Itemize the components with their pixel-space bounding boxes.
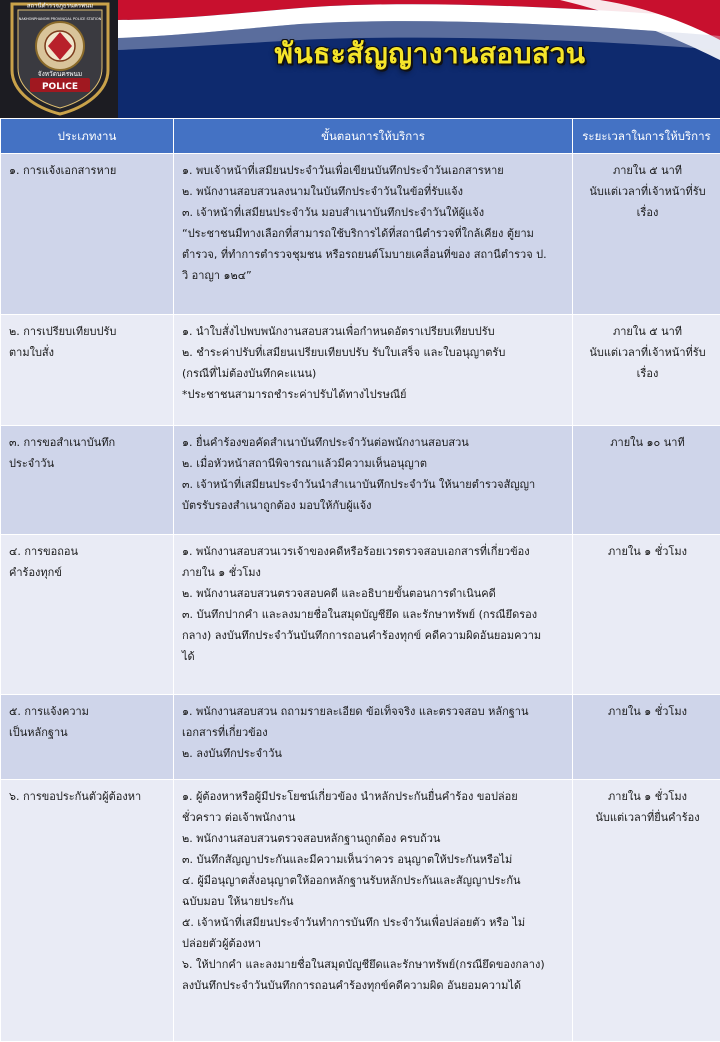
logo-province: จังหวัดนครพนม bbox=[38, 70, 82, 78]
service-type: เป็นหลักฐาน bbox=[9, 722, 167, 743]
service-time: ภายใน ๕ นาที bbox=[581, 160, 714, 181]
column-header-steps: ขั้นตอนการให้บริการ bbox=[174, 119, 573, 154]
service-type-cell bbox=[1, 695, 174, 780]
service-type-cell bbox=[1, 154, 174, 315]
column-header-type: ประเภทงาน bbox=[1, 119, 174, 154]
column-header-time: ระยะเวลาในการให้บริการ bbox=[573, 119, 720, 154]
service-steps-cell bbox=[174, 535, 573, 695]
step-line: ตำรวจ, ที่ทำการตำรวจชุมชน หรือรถยนต์โมบายเคลื่อนที่ของ สถานีตำรวจ ป. bbox=[182, 244, 566, 265]
step-line: ได้ bbox=[182, 646, 566, 667]
service-type: ประจำวัน bbox=[9, 453, 167, 474]
service-time-cell bbox=[573, 695, 720, 780]
service-steps-cell bbox=[174, 695, 573, 780]
service-type-cell bbox=[1, 780, 174, 1042]
service-time-cell bbox=[573, 154, 720, 315]
page-title: พันธะสัญญางานสอบสวน bbox=[150, 32, 710, 76]
service-type: ๓. การขอสำเนาบันทึก bbox=[9, 432, 167, 453]
step-line: ๕. เจ้าหน้าที่เสมียนประจำวันทำการบันทึก ประจำวันเพื่อปล่อยตัว หรือ ไม่ bbox=[182, 912, 566, 933]
service-steps-cell bbox=[174, 315, 573, 426]
step-line: ๒. พนักงานสอบสวนตรวจสอบคดี และอธิบายขั้นตอนการดำเนินคดี bbox=[182, 583, 566, 604]
step-line: ๓. เจ้าหน้าที่เสมียนประจำวันนำสำเนาบันทึกประจำวัน ให้นายตำรวจสัญญา bbox=[182, 474, 566, 495]
logo-sub-text: NAKHONPHANOM PROVINCIAL POLICE STATION bbox=[19, 17, 102, 21]
service-time: ภายใน ๑ ชั่วโมง bbox=[581, 701, 714, 722]
service-type: ๕. การแจ้งความ bbox=[9, 701, 167, 722]
step-line: ๑. พนักงานสอบสวน ถถามรายละเอียด ข้อเท็จจริง และตรวจสอบ หลักฐาน bbox=[182, 701, 566, 722]
step-line: ๖. ให้ปากคำ และลงมายชื่อในสมุดบัญชียึดและรักษาทรัพย์(กรณียึดของกลาง) bbox=[182, 954, 566, 975]
table-header-row bbox=[1, 119, 720, 154]
step-line: ภายใน ๑ ชั่วโมง bbox=[182, 562, 566, 583]
service-type: ๔. การขอถอน bbox=[9, 541, 167, 562]
step-line: ๔. ผู้มีอนุญาตสั่งอนุญาตให้ออกหลักฐานรับหลักประกันและสัญญาประกัน bbox=[182, 870, 566, 891]
step-line: ๒. พนักงานสอบสวนลงนามในบันทึกประจำวันในข้อที่รับแจ้ง bbox=[182, 181, 566, 202]
step-line: ๑. พนักงานสอบสวนเวรเจ้าของคดีหรือร้อยเวรตรวจสอบเอกสารที่เกี่ยวข้อง bbox=[182, 541, 566, 562]
logo-badge-text: POLICE bbox=[42, 82, 78, 92]
table-row bbox=[1, 315, 720, 426]
header-banner bbox=[0, 0, 720, 118]
service-time: ภายใน ๕ นาที bbox=[581, 321, 714, 342]
service-type-cell bbox=[1, 426, 174, 535]
step-line: ๑. พบเจ้าหน้าที่เสมียนประจำวันเพื่อเขียนบันทึกประจำวันเอกสารหาย bbox=[182, 160, 566, 181]
step-line: ๒. เมื่อหัวหน้าสถานีพิจารณาแล้วมีความเห็นอนุญาต bbox=[182, 453, 566, 474]
step-line: ๒. พนักงานสอบสวนตรวจสอบหลักฐานถูกต้อง ครบถ้วน bbox=[182, 828, 566, 849]
service-type: คำร้องทุกข์ bbox=[9, 562, 167, 583]
service-table bbox=[0, 118, 720, 1042]
service-type-cell bbox=[1, 315, 174, 426]
service-time: นับแต่เวลาที่ยื่นคำร้อง bbox=[581, 807, 714, 828]
logo-top-text: สถานีตำรวจภูธรนครพนม bbox=[27, 2, 93, 10]
step-line: “ประชาชนมีทางเลือกที่สามารถใช้บริการได้ที่สถานีตำรวจที่ใกล้เคียง ตู้ยาม bbox=[182, 223, 566, 244]
service-steps-cell bbox=[174, 426, 573, 535]
step-line: บัตรรับรองสำเนาถูกต้อง มอบให้กับผู้แจ้ง bbox=[182, 495, 566, 516]
step-line: ฉบับมอบ ให้นายประกัน bbox=[182, 891, 566, 912]
table-row bbox=[1, 154, 720, 315]
service-type: ๑. การแจ้งเอกสารหาย bbox=[9, 160, 167, 181]
service-time-cell bbox=[573, 780, 720, 1042]
step-line: วิ อาญา ๑๒๔” bbox=[182, 265, 566, 286]
step-line: กลาง) ลงบันทึกประจำวันบันทึกการถอนคำร้องทุกข์ คดีความผิดอันยอมความ bbox=[182, 625, 566, 646]
step-line: เอกสารที่เกี่ยวข้อง bbox=[182, 722, 566, 743]
service-time: เรื่อง bbox=[581, 363, 714, 384]
service-time: นับแต่เวลาที่เจ้าหน้าที่รับ bbox=[581, 181, 714, 202]
step-line: (กรณีที่ไม่ต้องบันทึกคะแนน) bbox=[182, 363, 566, 384]
service-type: ๒. การเปรียบเทียบปรับ bbox=[9, 321, 167, 342]
step-line: ชั่วคราว ต่อเจ้าพนักงาน bbox=[182, 807, 566, 828]
table-row bbox=[1, 695, 720, 780]
service-time: ภายใน ๑ ชั่วโมง bbox=[581, 541, 714, 562]
step-line: *ประชาชนสามารถชำระค่าปรับได้ทางไปรษณีย์ bbox=[182, 384, 566, 405]
service-type: ตามใบสั่ง bbox=[9, 342, 167, 363]
step-line: ลงบันทึกประจำวันบันทึกการถอนคำร้องทุกข์คดีความผิด อันยอมความได้ bbox=[182, 975, 566, 996]
police-station-logo bbox=[4, 0, 116, 116]
service-steps-cell bbox=[174, 154, 573, 315]
service-time-cell bbox=[573, 426, 720, 535]
table-row bbox=[1, 535, 720, 695]
table-row bbox=[1, 426, 720, 535]
service-time-cell bbox=[573, 315, 720, 426]
table-row bbox=[1, 780, 720, 1042]
service-type-cell bbox=[1, 535, 174, 695]
service-time: นับแต่เวลาที่เจ้าหน้าที่รับ bbox=[581, 342, 714, 363]
step-line: ปล่อยตัวผู้ต้องหา bbox=[182, 933, 566, 954]
step-line: ๓. เจ้าหน้าที่เสมียนประจำวัน มอบสำเนาบันทึกประจำวันให้ผู้แจ้ง bbox=[182, 202, 566, 223]
step-line: ๑. ยื่นคำร้องขอคัดสำเนาบันทึกประจำวันต่อพนักงานสอบสวน bbox=[182, 432, 566, 453]
service-type: ๖. การขอประกันตัวผู้ต้องหา bbox=[9, 786, 167, 807]
step-line: ๓. บันทึกสัญญาประกันและมีความเห็นว่าควร อนุญาตให้ประกันหรือไม่ bbox=[182, 849, 566, 870]
service-time-cell bbox=[573, 535, 720, 695]
step-line: ๒. ชำระค่าปรับที่เสมียนเปรียบเทียบปรับ รับใบเสร็จ และใบอนุญาตรับ bbox=[182, 342, 566, 363]
step-line: ๑. ผู้ต้องหาหรือผู้มีประโยชน์เกี่ยวข้อง นำหลักประกันยื่นคำร้อง ขอปล่อย bbox=[182, 786, 566, 807]
service-time: ภายใน ๑๐ นาที bbox=[581, 432, 714, 453]
step-line: ๒. ลงบันทึกประจำวัน bbox=[182, 743, 566, 764]
service-time: ภายใน ๑ ชั่วโมง bbox=[581, 786, 714, 807]
service-steps-cell bbox=[174, 780, 573, 1042]
service-time: เรื่อง bbox=[581, 202, 714, 223]
step-line: ๓. บันทึกปากคำ และลงมายชื่อในสมุดบัญชียึด และรักษาทรัพย์ (กรณียึดรอง bbox=[182, 604, 566, 625]
step-line: ๑. นำใบสั่งไปพบพนักงานสอบสวนเพื่อกำหนดอัตราเปรียบเทียบปรับ bbox=[182, 321, 566, 342]
